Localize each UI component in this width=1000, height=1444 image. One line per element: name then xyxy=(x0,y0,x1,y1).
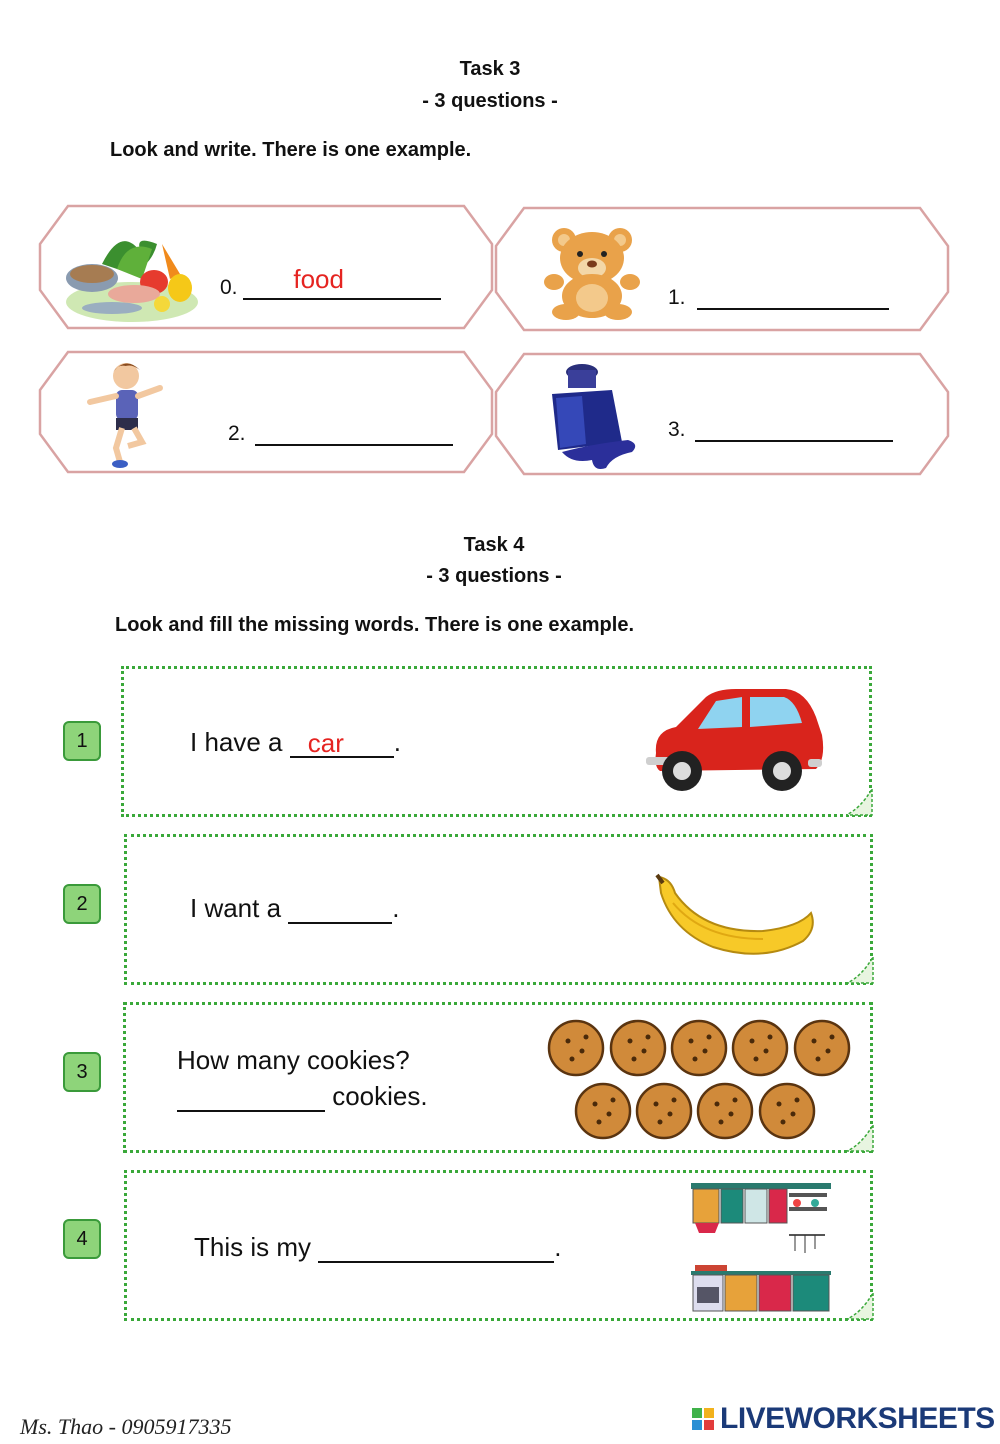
task4-title: Task 4 xyxy=(463,534,525,556)
task4-sentence-3 xyxy=(177,1081,428,1112)
red-car-icon xyxy=(646,687,826,797)
task4-subtitle: - 3 questions - xyxy=(426,565,562,587)
task3-card-3 xyxy=(494,352,950,476)
task3-card-0 xyxy=(38,204,494,330)
sentence-end: . xyxy=(392,893,400,923)
task3-item-0-number: 0. xyxy=(220,276,238,299)
task3-instruction: Look and write. There is one example. xyxy=(110,139,472,161)
task4-sentence-4 xyxy=(194,1232,561,1263)
task3-item-1-number: 1. xyxy=(668,286,686,309)
task3-item-2-line xyxy=(228,422,453,446)
task4-sentence-2 xyxy=(190,893,400,924)
running-boy-icon xyxy=(86,358,166,470)
sentence-text: I want a xyxy=(190,893,289,923)
item-number-badge: 1 xyxy=(63,721,101,761)
answer-field[interactable] xyxy=(288,896,392,924)
task4-card-4 xyxy=(124,1170,873,1321)
vegetables-food-icon xyxy=(62,224,202,324)
answer-field[interactable] xyxy=(318,1235,554,1263)
example-answer: car xyxy=(307,728,344,758)
task3-title: Task 3 xyxy=(459,58,521,80)
sentence-text: This is my xyxy=(194,1232,319,1262)
page-curl-icon xyxy=(847,1293,875,1321)
answer-field[interactable] xyxy=(695,418,893,442)
task3-item-0-line xyxy=(220,264,441,300)
task4-sentence-1 xyxy=(190,727,401,758)
task4-card-3 xyxy=(123,1002,873,1153)
task3-card-2 xyxy=(38,350,494,474)
sentence-end: . xyxy=(393,727,401,757)
sentence-text: I have a xyxy=(190,727,290,757)
answer-field[interactable] xyxy=(290,730,394,758)
cookies-icon xyxy=(546,1017,856,1145)
task4-card-1 xyxy=(121,666,872,817)
task3-item-3-line xyxy=(668,418,893,442)
author-credit: Ms. Thao - 0905917335 xyxy=(20,1414,232,1439)
task3-item-1-line xyxy=(668,286,889,310)
liveworksheets-logo-icon xyxy=(692,1408,716,1434)
task3-item-2-number: 2. xyxy=(228,422,246,445)
page-curl-icon xyxy=(847,957,875,985)
answer-field[interactable] xyxy=(255,422,453,446)
teddy-bear-icon xyxy=(542,222,642,320)
answer-field[interactable] xyxy=(697,286,889,310)
item-number-badge: 3 xyxy=(63,1052,101,1092)
page-curl-icon xyxy=(846,789,874,817)
answer-field[interactable] xyxy=(177,1084,325,1112)
task4-question-3: How many cookies? xyxy=(177,1045,410,1075)
brand-text: LIVEWORKSHEETS xyxy=(720,1402,995,1435)
item-number-badge: 4 xyxy=(63,1219,101,1259)
sentence-end: cookies. xyxy=(325,1081,428,1111)
task3-item-3-number: 3. xyxy=(668,418,686,441)
example-answer: food xyxy=(293,264,344,294)
task3-subtitle: - 3 questions - xyxy=(422,90,558,112)
task4-instruction: Look and fill the missing words. There is one example. xyxy=(115,614,635,636)
item-number-badge: 2 xyxy=(63,884,101,924)
task4-card-2 xyxy=(124,834,873,985)
banana-icon xyxy=(653,873,817,959)
page-curl-icon xyxy=(847,1125,875,1153)
answer-field[interactable] xyxy=(243,264,441,300)
task3-card-1 xyxy=(494,206,950,332)
ink-bottle-icon xyxy=(542,360,642,472)
sentence-end: . xyxy=(554,1232,562,1262)
kitchen-icon xyxy=(689,1183,833,1313)
